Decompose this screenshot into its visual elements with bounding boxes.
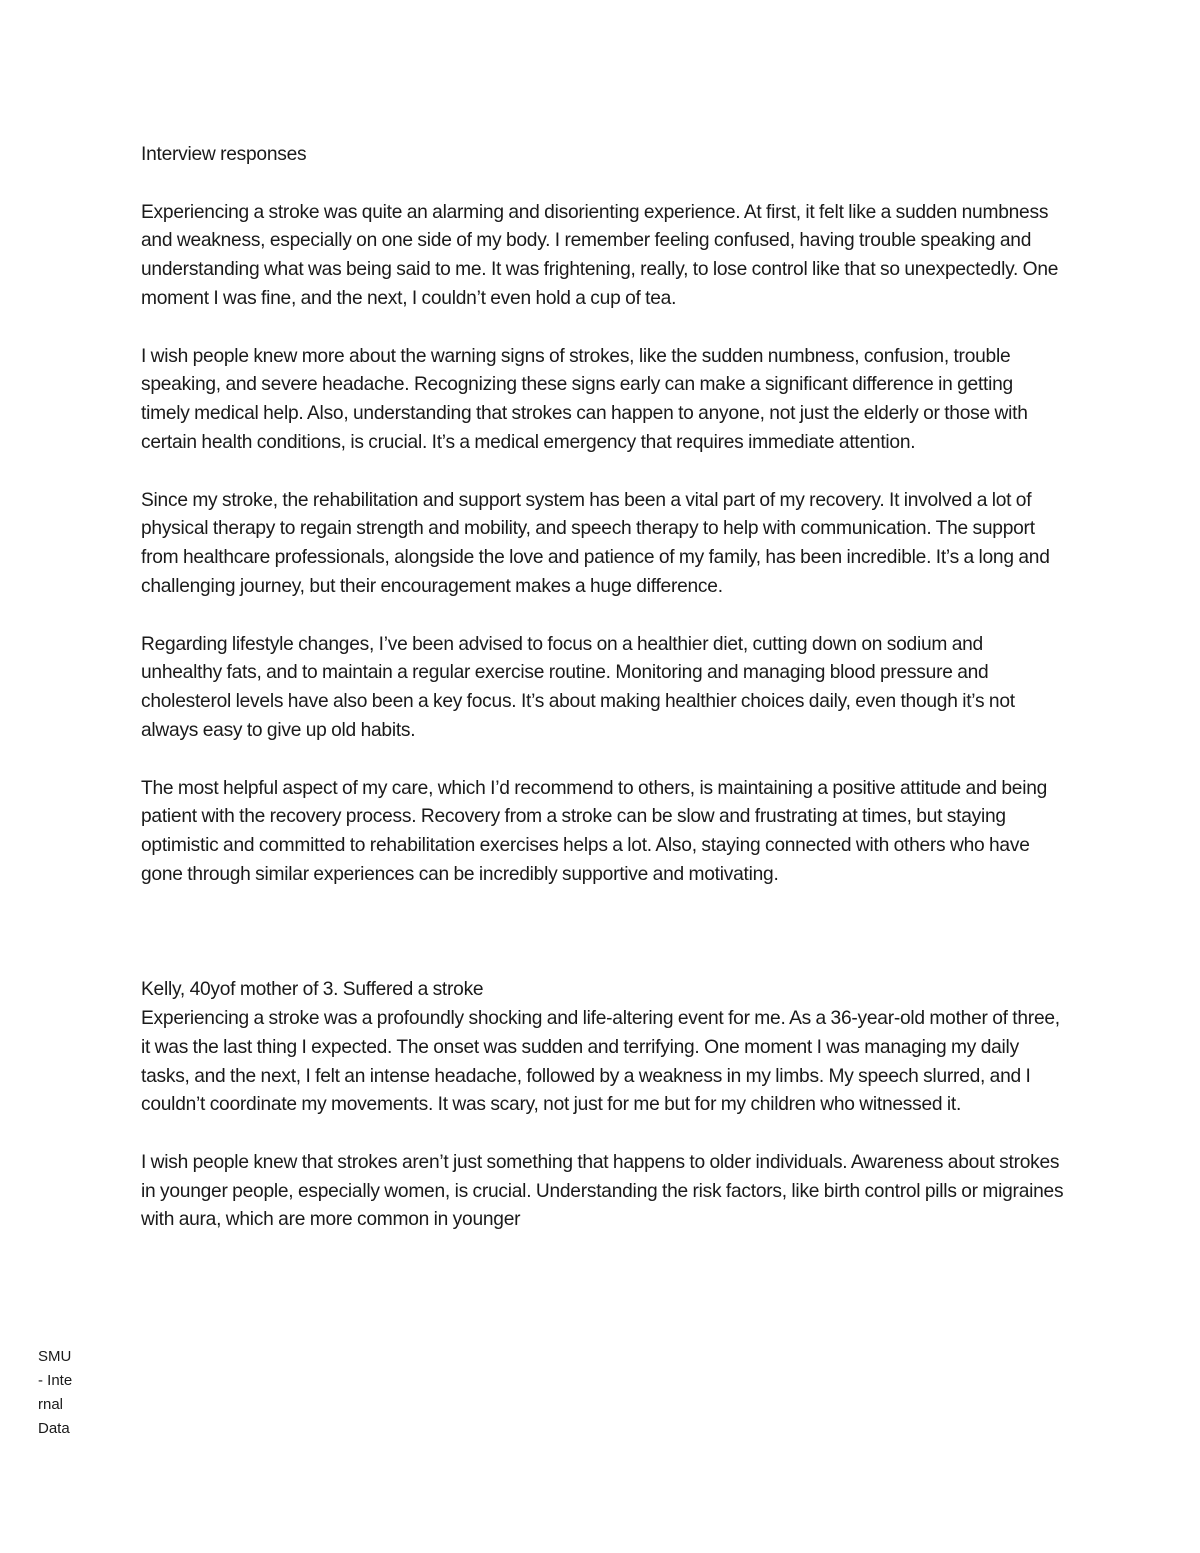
document-heading: Interview responses xyxy=(141,144,307,165)
document-body xyxy=(141,141,1066,1235)
paragraph-warning-signs: I wish people knew more about the warning signs of strokes, like the sudden numbness, confusion, trouble speaking, and severe headache. Recognizing these signs early can make a significant difference in getting timely medical help. Also, understanding that strokes can happen to anyone, not just the elderly or those with certain health conditions, is crucial. It’s a medical emergency that requires immediate attention. xyxy=(141,345,1028,453)
paragraph-kelly-awareness: I wish people knew that strokes aren’t just something that happens to older individuals. Awareness about strokes in younger people, especially women, is crucial. Understanding the risk factors, like birth control pills or migraines with aura, which are more common in younger xyxy=(141,1151,1064,1231)
paragraph-helpful-aspect: The most helpful aspect of my care, which I’d recommend to others, is maintaining a positive attitude and being patient with the recovery process. Recovery from a stroke can be slow and frustrating at times, but staying optimistic and committed to rehabilitation exercises helps a lot. Also, staying connected with others who have gone through similar experiences can be incredibly supportive and motivating. xyxy=(141,777,1048,885)
paragraph-stroke-experience: Experiencing a stroke was quite an alarming and disorienting experience. At first, it felt like a sudden numbness and weakness, especially on one side of my body. I remember feeling confused, having trouble speaking and understanding what was being said to me. It was frightening, really, to lose control like that so unexpectedly. One moment I was fine, and the next, I couldn’t even hold a cup of tea. xyxy=(141,201,1059,309)
classification-label: SMU - Internal Data xyxy=(38,1348,73,1437)
paragraph-rehabilitation: Since my stroke, the rehabilitation and support system has been a vital part of my recovery. It involved a lot of physical therapy to regain strength and mobility, and speech therapy to help with communication. The support from healthcare professionals, alongside the love and patience of my family, has been incredible. It’s a long and challenging journey, but their encouragement makes a huge difference. xyxy=(141,489,1050,597)
section-heading-kelly: Kelly, 40yof mother of 3. Suffered a stroke xyxy=(141,979,484,1001)
paragraph-lifestyle-changes: Regarding lifestyle changes, I’ve been advised to focus on a healthier diet, cutting down on sodium and unhealthy fats, and to maintain a regular exercise routine. Monitoring and managing blood pressure and cholesterol levels have also been a key focus. It’s about making healthier choices daily, even though it’s not always easy to give up old habits. xyxy=(141,633,1015,741)
paragraph-kelly-experience: Experiencing a stroke was a profoundly shocking and life-altering event for me. As a 36-year-old mother of three, it was the last thing I expected. The onset was sudden and terrifying. One moment I was managing my daily tasks, and the next, I felt an intense headache, followed by a weakness in my limbs. My speech slurred, and I couldn’t coordinate my movements. It was scary, not just for me but for my children who witnessed it. xyxy=(141,1007,1060,1116)
